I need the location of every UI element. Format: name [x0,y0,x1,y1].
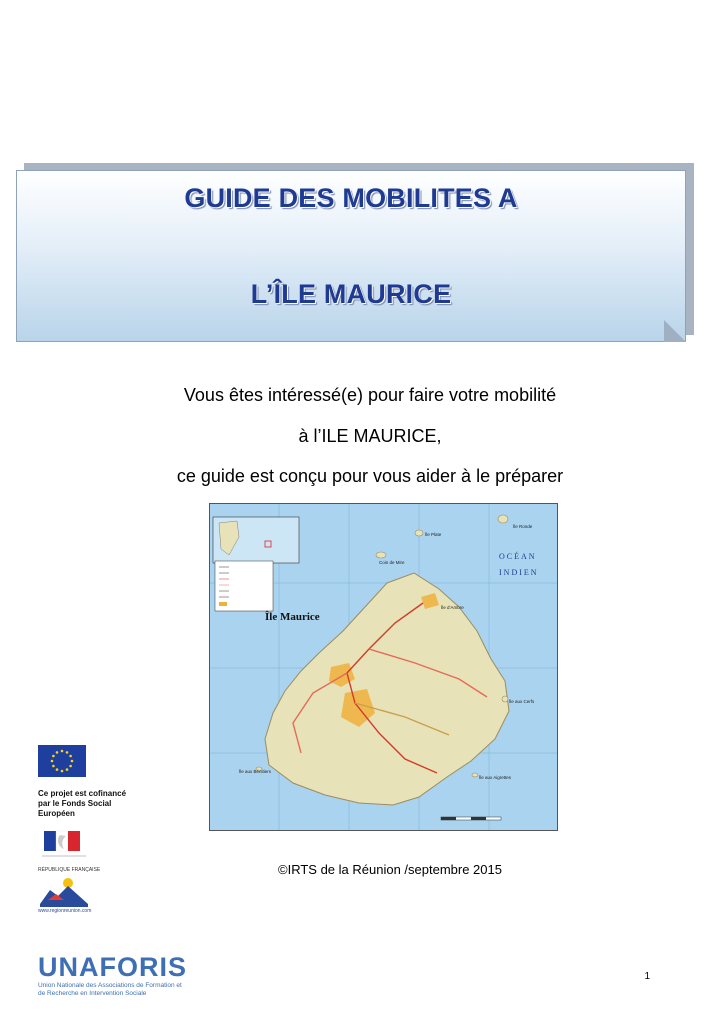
island-label-5: Île aux Cerfs [509,699,535,704]
eu-caption: Ce projet est cofinancé par le Fonds Social Européen [38,789,127,818]
unaforis-subtitle: Union Nationale des Associations de Formation et de Recherche en Intervention Sociale [38,982,182,997]
intro-line-2: à l’ILE MAURICE, [298,426,442,446]
region-reunion-logo [38,874,90,908]
republique-francaise-caption: RÉPUBLIQUE FRANÇAISE [38,867,101,873]
unaforis-logo: UNAFORIS [38,952,187,982]
ocean-label-2: INDIEN [499,568,539,577]
map-title: Île Maurice [265,611,320,623]
copyright-text: ©IRTS de la Réunion /septembre 2015 [278,862,502,877]
scale-bar [441,817,501,820]
mauritius-map [209,503,558,831]
eu-flag-logo [38,745,86,777]
island-label-4: Île d’Ambre [441,605,464,610]
island-label-3: Coin de Mire [379,560,405,565]
title-line-1: GUIDE DES MOBILITES A [184,183,518,213]
region-url: www.regionreunion.com [38,908,92,914]
ocean-label-1: OCÉAN [499,552,537,561]
island-label-6: Île aux Aigrettes [479,775,512,780]
inset-map [213,517,299,563]
intro-line-1: Vous êtes intéressé(e) pour faire votre mobilité [183,385,557,405]
island-label-1: Île Ronde [513,524,533,529]
intro-line-3: ce guide est conçu pour vous aider à le préparer [176,466,564,486]
island-label-2: Île Plate [425,532,442,537]
title-line-2: L’ÎLE MAURICE [250,279,452,309]
page-number: 1 [644,971,650,982]
map-legend [215,561,273,611]
marianne-logo [38,827,90,863]
island-label-7: Île aux Bénitiers [239,769,272,774]
banner-fold [664,320,686,342]
